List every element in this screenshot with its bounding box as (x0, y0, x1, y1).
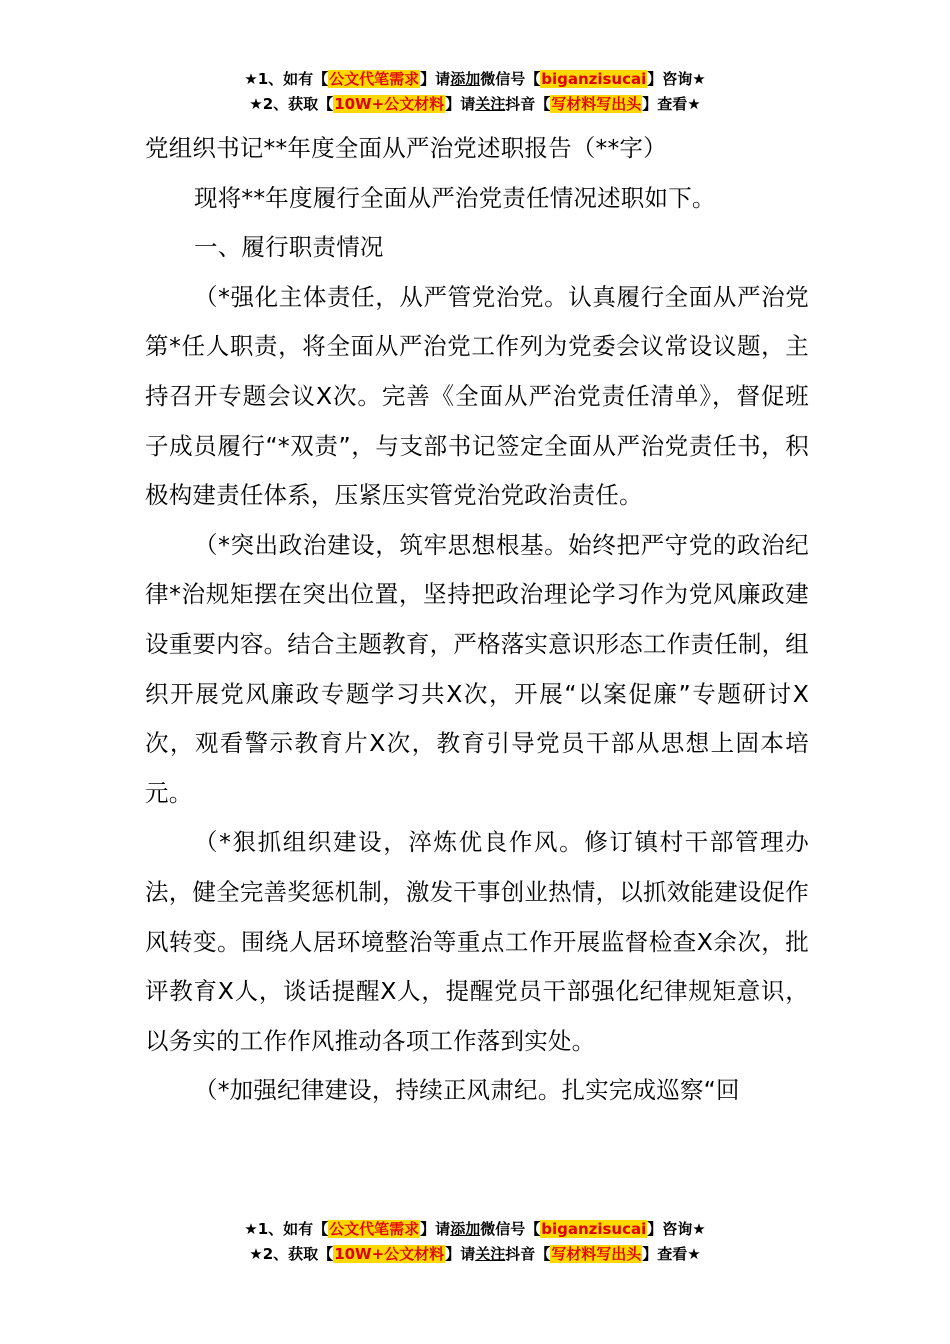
banner-line-2 (0, 1242, 950, 1267)
banner-text: ★1、如有【 (244, 1220, 329, 1238)
wechat-id: biganzisucai (541, 70, 647, 88)
paragraph: （*强化主体责任，从严管党治党。认真履行全面从严治党第*任人职责，将全面从严治党工作列为党委会议常设议题，主持召开专题会议X次。完善《全面从严治党责任清单》，督促班子成员履行“*双责”，与支部书记签定全面从严治党责任书，积极构建责任体系，压紧压实管党治党政治责任。 (145, 282, 809, 510)
highlight-tag: 10W+公文材料 (334, 1245, 445, 1263)
wechat-id: biganzisucai (541, 1220, 647, 1238)
paragraph: （*加强纪律建设，持续正风肃纪。扎实完成巡察“回 (194, 1076, 740, 1105)
paragraph: （*突出政治建设，筑牢思想根基。始终把严守党的政治纪律*治规矩摆在突出位置，坚持把政治理论学习作为党风廉政建设重要内容。结合主题教育，严格落实意识形态工作责任制，组织开展党风廉政专题学习共X次，开展“以案促廉”专题研讨X次，观看警示教育片X次，教育引导党员干部从思想上固本培元。 (145, 530, 809, 807)
document-title: 党组织书记**年度全面从严治党述职报告（**字） (145, 134, 667, 162)
banner-line-1 (0, 67, 950, 92)
banner-text: 】请 (445, 1245, 476, 1263)
emphasis-text: 添加 (450, 1220, 481, 1238)
banner-text: 微信号【 (480, 70, 541, 88)
banner-text: ★1、如有【 (244, 70, 329, 88)
banner-line-2 (0, 92, 950, 117)
banner-line-1 (0, 1217, 950, 1242)
banner-text: 抖音【 (505, 1245, 551, 1263)
header-banner (0, 67, 950, 117)
banner-text: 】咨询★ (647, 1220, 706, 1238)
banner-text: 】请 (420, 1220, 451, 1238)
highlight-tag: 公文代笔需求 (329, 1220, 420, 1238)
banner-text: 】查看★ (642, 1245, 701, 1263)
footer-banner (0, 1217, 950, 1267)
banner-text: 】请 (420, 70, 451, 88)
highlight-tag: 公文代笔需求 (329, 70, 420, 88)
douyin-account: 写材料写出头 (551, 1245, 642, 1263)
banner-text: 微信号【 (480, 1220, 541, 1238)
document-body (145, 124, 809, 1116)
paragraph: 现将**年度履行全面从严治党责任情况述职如下。 (194, 183, 716, 212)
emphasis-text: 关注 (475, 95, 506, 113)
emphasis-text: 添加 (450, 70, 481, 88)
banner-text: ★2、获取【 (249, 1245, 334, 1263)
douyin-account: 写材料写出头 (551, 95, 642, 113)
banner-text: ★2、获取【 (249, 95, 334, 113)
highlight-tag: 10W+公文材料 (334, 95, 445, 113)
banner-text: 】查看★ (642, 95, 701, 113)
section-heading: 一、履行职责情况 (194, 233, 384, 262)
emphasis-text: 关注 (475, 1245, 506, 1263)
paragraph: （*狠抓组织建设，淬炼优良作风。修订镇村干部管理办法，健全完善奖惩机制，激发干事创业热情，以抓效能建设促作风转变。围绕人居环境整治等重点工作开展监督检查X余次，批评教育X人，谈话提醒X人，提醒党员干部强化纪律规矩意识，以务实的工作作风推动各项工作落到实处。 (145, 828, 809, 1055)
banner-text: 抖音【 (505, 95, 551, 113)
banner-text: 】咨询★ (647, 70, 706, 88)
banner-text: 】请 (445, 95, 476, 113)
